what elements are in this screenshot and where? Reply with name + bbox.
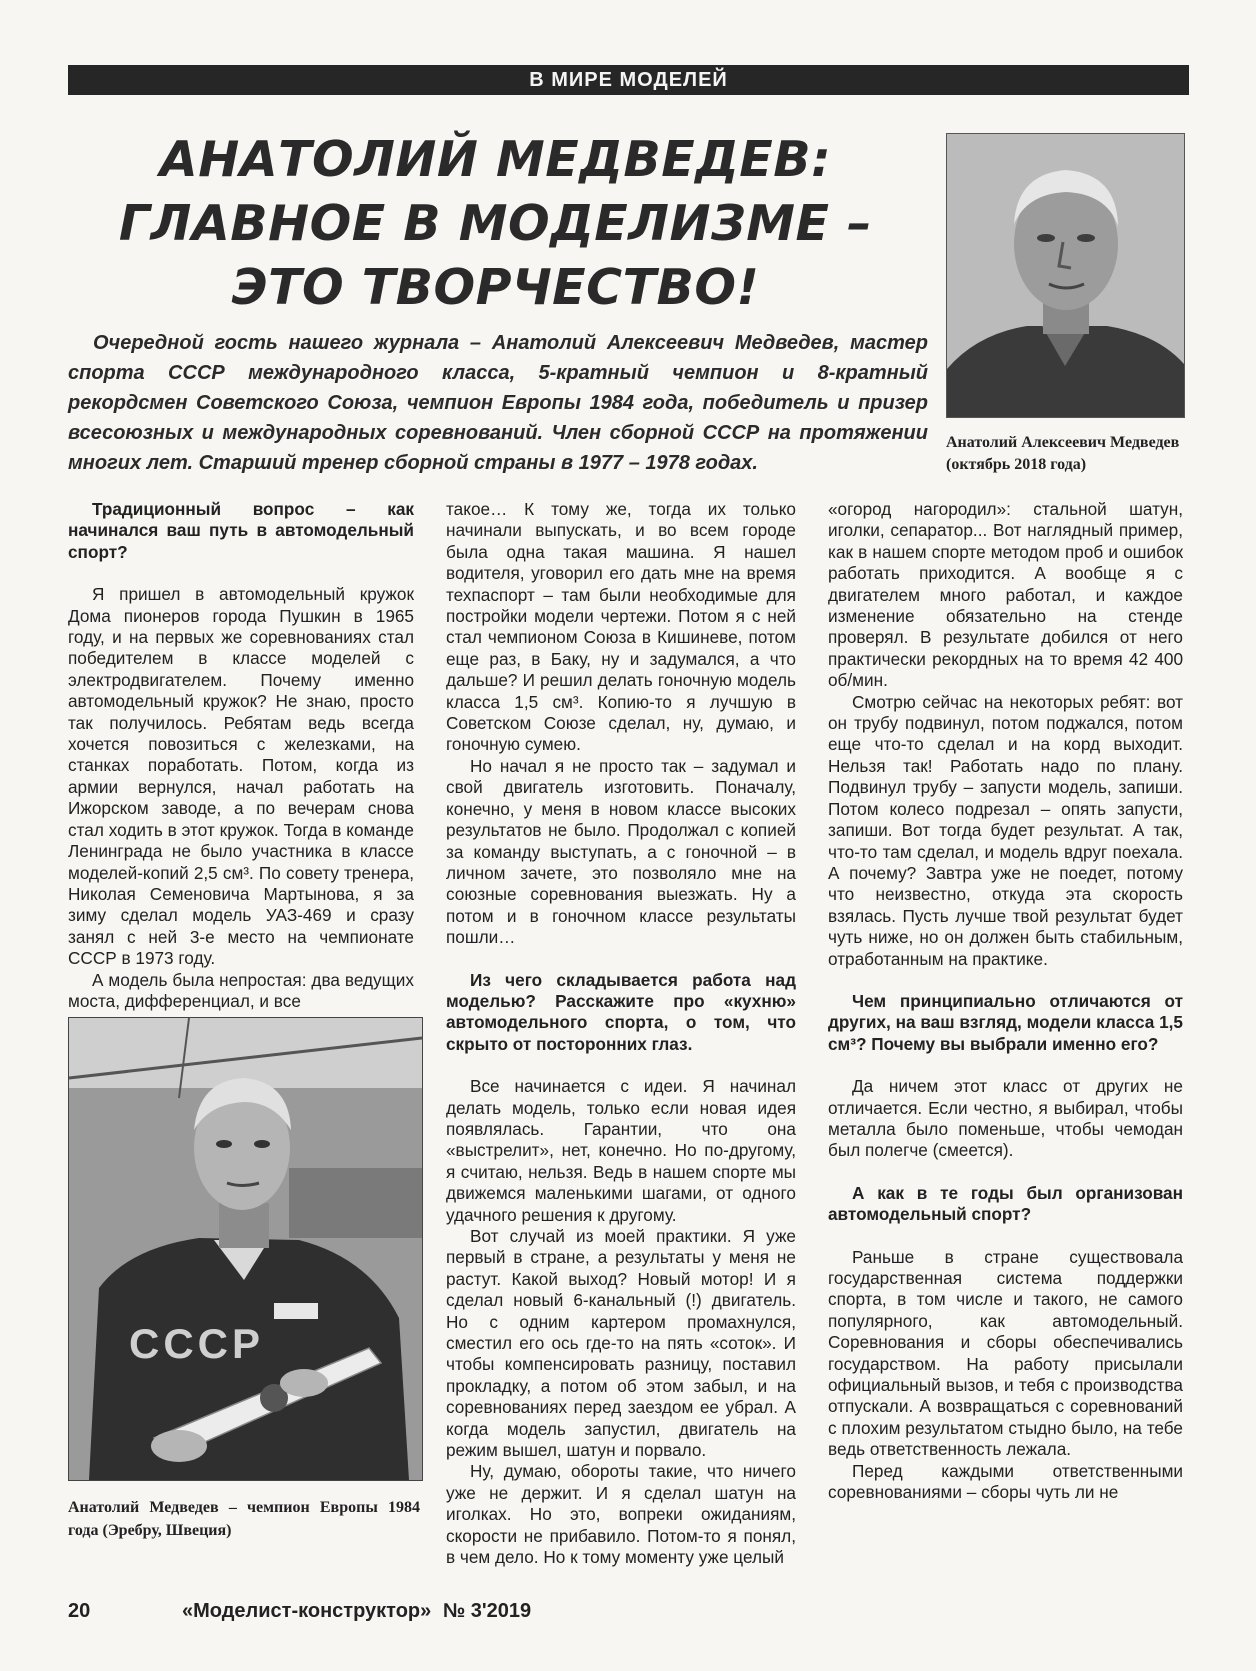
archive-photo-caption: Анатолий Медведев – чемпион Европы 1984 года (Эребру, Швеция) [68,1499,420,1539]
archive-photo [68,1017,423,1481]
interview-question: Традиционный вопрос – как начинался ваш путь в автомодельный спорт? [68,499,414,562]
magazine-footer [182,1600,537,1623]
article-intro: Очередной гость нашего журнала – Анатолий Алексеевич Медведев, мастер спорта СССР международного класса, 5-кратный чемпион и 8-кратный рекордсмен Советского Союза, чемпион Европы 1984 года, победитель и призер всесоюзных и международных соревнований. Член сборной СССР на протяжении многих лет. Старший тренер сборной страны в 1977 – 1978 годах. [68,332,928,474]
paragraph: «огород нагородил»: стальной шатун, иголки, сепаратор... Вот наглядный пример, как в нашем спорте методом проб и ошибок работать приходится. А вообще я с двигателем много работал, и каждое изменение обязательно на стенде проверял. В результате добился от него практически рекордных на то время 42 400 об/мин. [828,499,1183,691]
text-column-3 [828,499,1183,1503]
paragraph: Но начал я не просто так – задумал и свой двигатель изготовить. Поначалу, конечно, у меня в новом классе высоких результатов не было. Продолжал с копией за команду выступать, а с гоночной – в личном зачете, это позволяло мне на союзные соревнования выезжать. Ну а потом и в гоночном классе результаты пошли… [446,755,796,948]
issue-number: № 3'2019 [442,1600,532,1622]
archive-photo-illustration [69,1018,422,1480]
paragraph: Все начинается с идеи. Я начинал делать модель, только если новая идея появлялась. Гарантии, что она «выстрелит», нет, конечно. Но по-другому, я считаю, нельзя. Ведь в нашем спорте мы движемся маленькими шагами, от одного удачного решения к другому. [446,1076,796,1225]
portrait-caption: Анатолий Алексеевич Медведев (октябрь 2018 года) [946,434,1180,473]
paragraph: Раньше в стране существовала государственная система поддержки спорта, в том числе и такого, не самого популярного, как автомодельный. Соревнования и сборы обеспечивались государством. На работу присылали официальный вызов, и тебя с производства отпускали. А возвращаться с соревнований с плохим результатом стыдно было, на тебе ведь ответственность лежала. [828,1246,1183,1460]
paragraph: А модель была непростая: два ведущих моста, дифференциал, и все [68,969,414,1011]
paragraph: Да ничем этот класс от других не отличается. Если честно, я выбирал, чтобы металла было поменьше, чтобы чемодан был полегче (смеется). [828,1076,1183,1161]
headline-line-3: ЭТО ТВОРЧЕСТВО! [231,259,760,316]
portrait-photo [946,133,1185,418]
paragraph: Ну, думаю, обороты такие, что ничего уже не держит. И я сделал шатун на иголках. Но это, вопреки ожиданиям, скорости не прибавило. Потом-то я понял, в чем дело. Но к тому моменту уже целый [446,1461,796,1568]
article-headline [68,128,923,320]
magazine-title: «Моделист-конструктор» [182,1600,432,1622]
interview-question: Чем принципиально отличаются от других, на ваш взгляд, модели класса 1,5 см³? Почему вы выбрали именно его? [828,990,1183,1054]
paragraph: Вот случай из моей практики. Я уже первый в стране, а результаты у меня не растут. Какой выход? Новый мотор! И я сделал новый 6-канальный (!) двигатель. Но с одним картером промахнулся, сместил его ось где-то на пять «соток». И чтобы компенсировать разницу, поставил прокладку, а потом об этом забыл, и на соревнованиях перед заездом ее убрал. А когда модель запустил, двигатель на режим вышел, шатун и порвало. [446,1226,796,1461]
paragraph: Смотрю сейчас на некоторых ребят: вот он трубу подвинул, потом поджался, потом еще что-то сделал и на корд выходит. Нельзя так! Работать надо по плану. Подвинул трубу – запусти модель, запиши. Потом колесо подрезал – опять запусти, запиши. Вот тогда будет результат. А так, что-то там сделал, и модель вдруг поехала. А почему? Завтра уже не поедет, потому что неизвестно, откуда эта скорость взялась. Пусть лучше твой результат будет чуть ниже, но он должен быть стабильным, отработанным на практике. [828,691,1183,969]
paragraph: Перед каждыми ответственными соревнованиями – сборы чуть ли не [828,1460,1183,1503]
paragraph: такое… К тому же, тогда их только начинали выпускать, и во всем городе была одна такая машина. Я нашел водителя, уговорил его дать мне на время техпаспорт – там были необходимые для постройки модели чертежи. Потом я с ней стал чемпионом Союза в Кишиневе, потом еще раз, в Баку, ну и задумался, а что дальше? И решил делать гоночную модель класса 1,5 см³. Копию-то я лучшую в Советском Союзе сделал, ну, думаю, и гоночную сумею. [446,499,796,755]
headline-line-2: ГЛАВНОЕ В МОДЕЛИЗМЕ – [118,195,873,252]
page-number: 20 [68,1600,91,1622]
section-title: В МИРЕ МОДЕЛЕЙ [529,69,728,91]
jacket-lettering: СССР [129,1320,265,1367]
interview-question: Из чего складывается работа над моделью? Расскажите про «кухню» автомодельного спорта, о том, что скрыто от посторонних глаз. [446,969,796,1054]
text-column-2 [446,499,796,1569]
interview-question: А как в те годы был организован автомодельный спорт? [828,1182,1183,1225]
headline-line-1: АНАТОЛИЙ МЕДВЕДЕВ: [159,131,832,188]
section-header-bar [68,65,1189,95]
paragraph: Я пришел в автомодельный кружок Дома пионеров города Пушкин в 1965 году, и на первых же соревнованиях стал победителем в классе моделей с электродвигателем. Почему именно автомодельный кружок? Не знаю, просто так получилось. Ребятам ведь всегда хочется повозиться с железками, на станках поработать. Потом, когда из армии вернулся, начал работать на Ижорском заводе, а по вечерам снова стал ходить в этот кружок. Тогда в команде Ленинграда не было участника в классе моделей-копий 2,5 см³. По совету тренера, Николая Семеновича Мартынова, я за зиму сделал модель УАЗ-469 и сразу занял с ней 3-е место на чемпионате СССР в 1973 году. [68,584,414,969]
text-column-1 [68,499,414,1012]
portrait-illustration [947,134,1184,417]
